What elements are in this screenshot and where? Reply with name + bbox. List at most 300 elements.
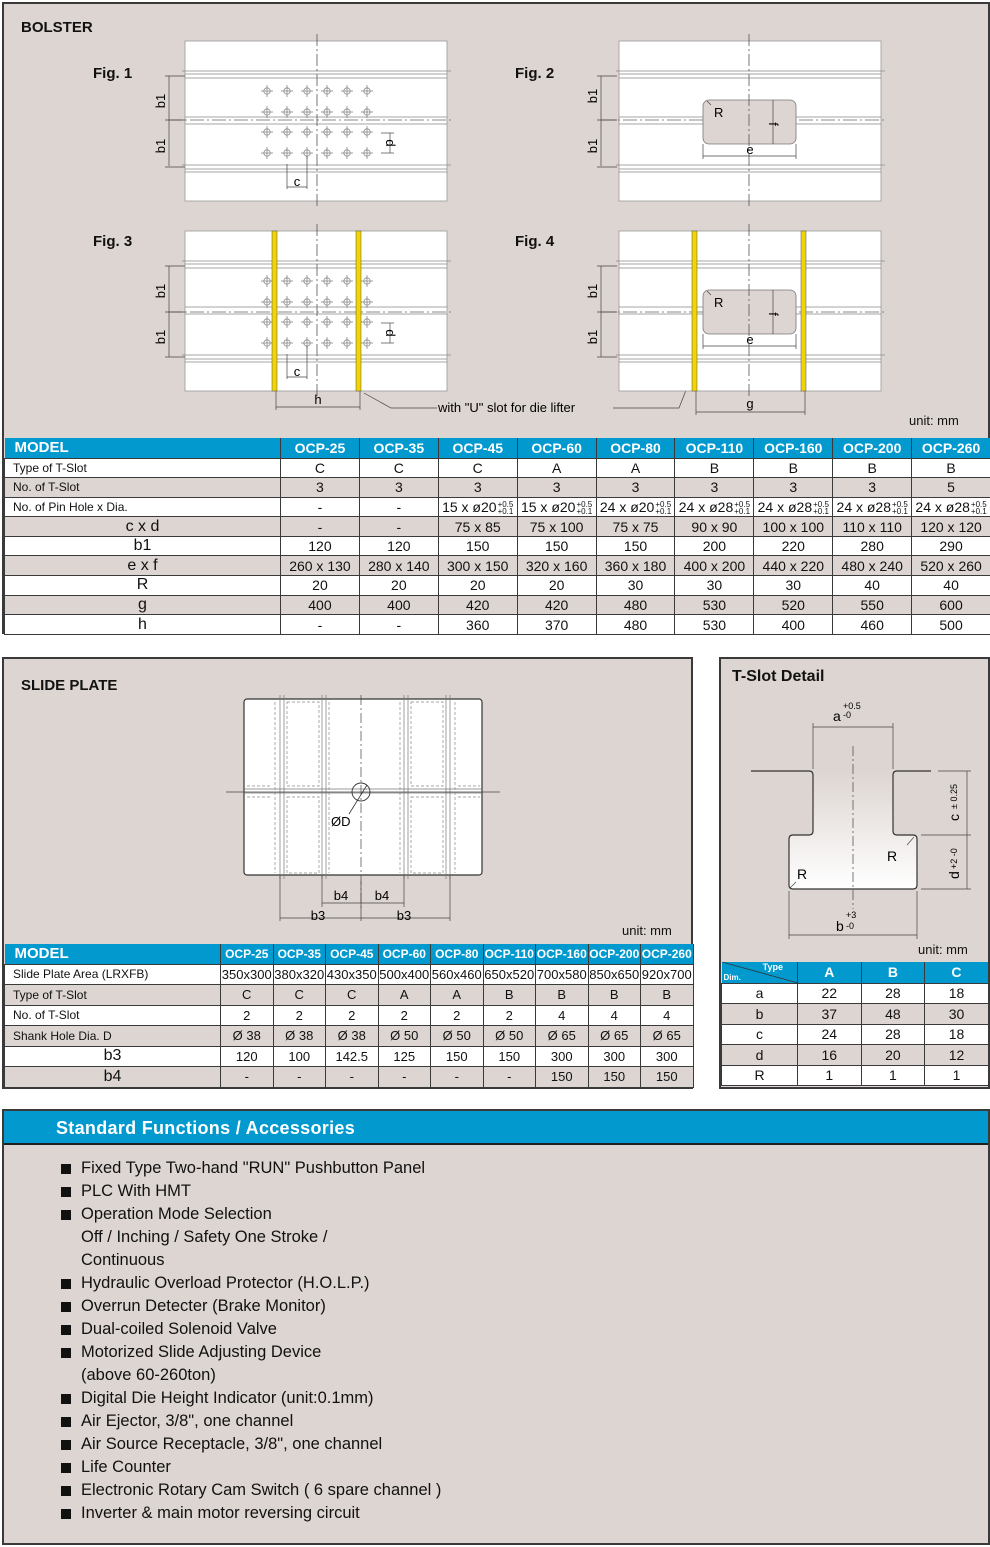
table-cell: 480: [596, 595, 675, 615]
table-cell: 850x650: [588, 964, 641, 985]
table-cell: 1: [925, 1065, 989, 1086]
table-cell: 3: [438, 478, 517, 498]
square-bullet-icon: [61, 1164, 71, 1174]
row-label: c: [722, 1024, 798, 1045]
table-cell: 2: [326, 1005, 379, 1026]
dim-e: e: [746, 142, 754, 157]
table-cell: 150: [438, 536, 517, 556]
table-cell: 500x400: [378, 964, 431, 985]
model-column-header: OCP-80: [431, 944, 484, 964]
table-cell: 24: [798, 1024, 862, 1045]
list-item-text: Fixed Type Two-hand "RUN" Pushbutton Panel: [81, 1159, 426, 1177]
table-row: [5, 458, 990, 478]
table-cell: 300: [588, 1046, 641, 1067]
table-cell: A: [431, 985, 484, 1006]
table-row: [5, 1046, 694, 1067]
tolerance: +0.5 +0.1: [655, 500, 672, 517]
table-cell: 280: [833, 536, 912, 556]
table-cell: 90 x 90: [675, 517, 754, 537]
row-label: Type of T-Slot: [5, 985, 221, 1006]
model-column-header: OCP-60: [517, 438, 596, 458]
dim-d: d: [383, 139, 398, 147]
table-cell: 530: [675, 615, 754, 635]
fig4-label: Fig. 4: [515, 233, 555, 250]
type-column-header: A: [798, 962, 862, 983]
list-item-text: Operation Mode Selection: [81, 1205, 272, 1223]
table-cell: 150: [641, 1067, 694, 1088]
standard-functions-list: [60, 1157, 441, 1525]
bolster-unit-label: unit: mm: [909, 413, 959, 428]
slide-plate-title: SLIDE PLATE: [21, 677, 118, 694]
list-item-text: Digital Die Height Indicator (unit:0.1mm): [81, 1389, 374, 1407]
table-cell: 48: [861, 1004, 925, 1025]
list-item: [60, 1387, 441, 1410]
list-item-text: Overrun Detecter (Brake Monitor): [81, 1297, 326, 1315]
die-lifter-slot: [356, 231, 361, 391]
tslot-dim-table: [721, 962, 989, 1086]
table-cell: 30: [754, 576, 833, 596]
square-bullet-icon: [61, 1440, 71, 1450]
table-cell: 75 x 75: [596, 517, 675, 537]
table-cell: 24 x ø28+0.5 +0.1: [833, 497, 912, 517]
standard-functions-title: Standard Functions / Accessories: [56, 1118, 356, 1138]
square-bullet-icon: [61, 1348, 71, 1358]
table-cell: 380x320: [273, 964, 326, 985]
dim-e: e: [746, 332, 754, 347]
table-cell: 3: [754, 478, 833, 498]
row-label: g: [5, 595, 281, 615]
model-column-header: OCP-110: [675, 438, 754, 458]
dim-b3: b3: [396, 908, 412, 923]
table-cell: 5: [912, 478, 990, 498]
die-lifter-slot: [272, 231, 277, 391]
table-cell: 16: [798, 1045, 862, 1066]
table-cell: B: [912, 458, 990, 478]
tslot-title: T-Slot Detail: [732, 668, 825, 685]
list-item-continuation: Continuous: [81, 1251, 165, 1269]
table-cell: 30: [925, 1004, 989, 1025]
list-item: [60, 1318, 441, 1341]
list-item-text: PLC With HMT: [81, 1182, 192, 1200]
model-column-header: OCP-160: [536, 944, 589, 964]
model-column-header: OCP-35: [359, 438, 438, 458]
table-cell: 360: [438, 615, 517, 635]
fig3-label: Fig. 3: [93, 233, 133, 250]
table-cell: 520: [754, 595, 833, 615]
table-cell: 480: [596, 615, 675, 635]
dim-f: f: [766, 312, 781, 316]
slide-plate-panel: [2, 657, 693, 1089]
model-column-header: OCP-110: [483, 944, 536, 964]
table-cell: 4: [641, 1005, 694, 1026]
list-item-text: Life Counter: [81, 1458, 171, 1476]
table-cell: A: [378, 985, 431, 1006]
tolerance: +0.5 +0.1: [813, 500, 829, 517]
list-item: [60, 1157, 441, 1180]
table-cell: Ø 50: [483, 1026, 536, 1047]
table-row: [5, 1067, 694, 1088]
table-row: [5, 536, 990, 556]
list-item: [60, 1410, 441, 1433]
table-cell: -: [359, 517, 438, 537]
table-cell: -: [483, 1067, 536, 1088]
table-cell: 1: [861, 1065, 925, 1086]
table-cell: -: [281, 615, 360, 635]
dim-d: d: [383, 329, 398, 337]
table-cell: B: [483, 985, 536, 1006]
table-cell: 650x520: [483, 964, 536, 985]
table-cell: 2: [431, 1005, 484, 1026]
row-label: R: [5, 576, 281, 596]
table-cell: 15 x ø20+0.5 +0.1: [517, 497, 596, 517]
die-lifter-slot: [801, 231, 806, 391]
table-row: [5, 517, 990, 537]
table-cell: 120: [221, 1046, 274, 1067]
row-label: Type of T-Slot: [5, 458, 281, 478]
table-cell: 142.5: [326, 1046, 379, 1067]
table-cell: 30: [596, 576, 675, 596]
fig2-label: Fig. 2: [515, 65, 555, 82]
table-cell: Ø 38: [326, 1026, 379, 1047]
table-cell: 530: [675, 595, 754, 615]
table-cell: B: [754, 458, 833, 478]
dim-b1: b1: [153, 283, 168, 299]
list-item-continuation: (above 60-260ton): [81, 1366, 216, 1384]
fig1-label: Fig. 1: [93, 65, 133, 82]
list-item: [60, 1341, 441, 1387]
table-cell: 40: [912, 576, 990, 596]
table-cell: -: [221, 1067, 274, 1088]
tolerance: +0.5 +0.1: [892, 500, 908, 517]
tolerance: +0.5 +0.1: [734, 500, 751, 517]
standard-functions-header: [4, 1111, 988, 1145]
slide-plate-unit-label: unit: mm: [622, 923, 672, 938]
table-cell: 100: [273, 1046, 326, 1067]
u-slot-annotation: with "U" slot for die lifter: [438, 400, 576, 415]
row-label: Shank Hole Dia. D: [5, 1026, 221, 1047]
table-cell: B: [833, 458, 912, 478]
square-bullet-icon: [61, 1325, 71, 1335]
row-label: h: [5, 615, 281, 635]
dim-b1: b1: [585, 329, 600, 345]
tolerance: +0.5 +0.1: [576, 500, 593, 517]
table-cell: 700x580: [536, 964, 589, 985]
table-cell: 480 x 240: [833, 556, 912, 576]
table-cell: 200: [675, 536, 754, 556]
model-column-header: OCP-160: [754, 438, 833, 458]
dim-R: R: [797, 866, 808, 882]
row-label: e x f: [5, 556, 281, 576]
square-bullet-icon: [61, 1509, 71, 1519]
table-cell: 460: [833, 615, 912, 635]
table-row: [5, 1026, 694, 1047]
table-cell: A: [596, 458, 675, 478]
row-label: b3: [5, 1046, 221, 1067]
list-item: [60, 1272, 441, 1295]
table-cell: 280 x 140: [359, 556, 438, 576]
dim-b4: b4: [333, 888, 349, 903]
table-cell: Ø 65: [536, 1026, 589, 1047]
svg-text:± 0.25: ± 0.25: [949, 784, 959, 809]
table-cell: 20: [281, 576, 360, 596]
table-cell: 20: [517, 576, 596, 596]
square-bullet-icon: [61, 1279, 71, 1289]
model-header: MODEL: [5, 944, 221, 964]
row-label: d: [722, 1045, 798, 1066]
table-cell: Ø 65: [641, 1026, 694, 1047]
table-row: [5, 595, 990, 615]
dim-a: a: [833, 708, 841, 724]
table-cell: 120 x 120: [912, 517, 990, 537]
table-cell: 20: [359, 576, 438, 596]
table-cell: B: [588, 985, 641, 1006]
table-row: [722, 1004, 989, 1025]
table-cell: 20: [861, 1045, 925, 1066]
table-cell: 28: [861, 1024, 925, 1045]
table-cell: 290: [912, 536, 990, 556]
table-cell: Ø 50: [378, 1026, 431, 1047]
list-item: [60, 1479, 441, 1502]
table-cell: 2: [378, 1005, 431, 1026]
standard-functions-panel: [2, 1109, 990, 1545]
svg-text:+0.5: +0.5: [843, 701, 861, 711]
svg-text:-0: -0: [843, 710, 852, 720]
model-column-header: OCP-25: [221, 944, 274, 964]
row-label: a: [722, 983, 798, 1004]
table-cell: 920x700: [641, 964, 694, 985]
list-item-text: Dual-coiled Solenoid Valve: [81, 1320, 277, 1338]
row-label: No. of T-Slot: [5, 478, 281, 498]
fig3-drawing: [153, 224, 690, 415]
table-cell: C: [221, 985, 274, 1006]
model-column-header: OCP-35: [273, 944, 326, 964]
svg-text:-0: -0: [846, 921, 855, 931]
table-cell: 12: [925, 1045, 989, 1066]
table-cell: Ø 50: [431, 1026, 484, 1047]
list-item-text: Motorized Slide Adjusting Device: [81, 1343, 322, 1361]
table-row: [5, 985, 694, 1006]
bolster-title: BOLSTER: [21, 19, 93, 36]
table-cell: C: [326, 985, 379, 1006]
table-cell: 120: [359, 536, 438, 556]
table-cell: 350x300: [221, 964, 274, 985]
model-header: MODEL: [5, 438, 281, 458]
list-item-text: Electronic Rotary Cam Switch ( 6 spare channel ): [81, 1481, 442, 1499]
table-cell: 550: [833, 595, 912, 615]
type-dim-corner-header: [722, 962, 798, 983]
type-column-header: C: [925, 962, 989, 983]
table-cell: 18: [925, 983, 989, 1004]
table-cell: -: [273, 1067, 326, 1088]
table-cell: 150: [517, 536, 596, 556]
dim-b1: b1: [153, 138, 168, 154]
table-cell: 75 x 85: [438, 517, 517, 537]
table-cell: Ø 65: [588, 1026, 641, 1047]
fig1-drawing: [153, 34, 451, 208]
table-cell: 420: [438, 595, 517, 615]
table-cell: 360 x 180: [596, 556, 675, 576]
list-item-text: Hydraulic Overload Protector (H.O.L.P.): [81, 1274, 370, 1292]
row-label: No. of Pin Hole x Dia.: [5, 497, 281, 517]
bolster-panel: [2, 2, 990, 634]
list-item-text: Air Source Receptacle, 3/8", one channel: [81, 1435, 383, 1453]
dim-c: c: [293, 364, 301, 379]
table-cell: 220: [754, 536, 833, 556]
table-cell: 110 x 110: [833, 517, 912, 537]
table-cell: 24 x ø20+0.5 +0.1: [596, 497, 675, 517]
table-cell: 150: [431, 1046, 484, 1067]
table-cell: A: [517, 458, 596, 478]
table-cell: 560x460: [431, 964, 484, 985]
table-cell: 300: [641, 1046, 694, 1067]
model-column-header: OCP-260: [912, 438, 990, 458]
list-item: [60, 1456, 441, 1479]
fig4-drawing: [585, 224, 885, 415]
table-row: [5, 478, 990, 498]
table-row: [722, 1065, 989, 1086]
square-bullet-icon: [61, 1417, 71, 1427]
list-item: [60, 1180, 441, 1203]
dim-g: g: [746, 396, 754, 411]
row-label: b1: [5, 536, 281, 556]
table-cell: 370: [517, 615, 596, 635]
corner-dim-label: Dim.: [723, 972, 741, 982]
table-cell: 420: [517, 595, 596, 615]
slide-plate-spec-table: [4, 944, 694, 1088]
table-cell: -: [281, 497, 360, 517]
row-label: b4: [5, 1067, 221, 1088]
table-cell: 440 x 220: [754, 556, 833, 576]
list-item: [60, 1433, 441, 1456]
table-cell: 3: [596, 478, 675, 498]
table-cell: 3: [359, 478, 438, 498]
table-cell: -: [326, 1067, 379, 1088]
table-cell: 150: [536, 1067, 589, 1088]
dim-diameter-D: ØD: [331, 814, 351, 829]
fig2-drawing: [585, 34, 885, 208]
dim-R: R: [887, 848, 898, 864]
table-cell: C: [359, 458, 438, 478]
model-column-header: OCP-25: [281, 438, 360, 458]
table-cell: 24 x ø28+0.5 +0.1: [754, 497, 833, 517]
table-row: [5, 556, 990, 576]
list-item-continuation: Off / Inching / Safety One Stroke /: [81, 1228, 328, 1246]
table-cell: -: [281, 517, 360, 537]
model-column-header: OCP-80: [596, 438, 675, 458]
table-cell: 150: [483, 1046, 536, 1067]
model-column-header: OCP-200: [833, 438, 912, 458]
table-row: [5, 1005, 694, 1026]
dim-f: f: [766, 122, 781, 126]
tslot-unit-label: unit: mm: [918, 942, 968, 957]
table-row: [5, 615, 990, 635]
dim-d: d: [946, 871, 962, 879]
table-cell: B: [536, 985, 589, 1006]
dim-c: c: [293, 174, 301, 189]
row-label: Slide Plate Area (LRXFB): [5, 964, 221, 985]
svg-text:+3: +3: [846, 910, 857, 920]
table-cell: 3: [675, 478, 754, 498]
table-cell: 20: [438, 576, 517, 596]
table-cell: C: [273, 985, 326, 1006]
dim-b1: b1: [153, 329, 168, 345]
square-bullet-icon: [61, 1187, 71, 1197]
bolster-spec-table: [4, 438, 990, 635]
table-cell: 430x350: [326, 964, 379, 985]
model-column-header: OCP-45: [326, 944, 379, 964]
table-cell: C: [281, 458, 360, 478]
table-cell: 4: [588, 1005, 641, 1026]
list-item: [60, 1203, 441, 1272]
tslot-panel: [719, 657, 990, 1089]
table-cell: 2: [483, 1005, 536, 1026]
square-bullet-icon: [61, 1486, 71, 1496]
table-cell: 75 x 100: [517, 517, 596, 537]
svg-text:+2 -0: +2 -0: [949, 848, 959, 869]
dim-c: c: [946, 814, 962, 821]
tolerance: +0.5 +0.1: [497, 500, 514, 517]
table-cell: B: [641, 985, 694, 1006]
table-row: [722, 1045, 989, 1066]
list-item: [60, 1502, 441, 1525]
dim-b1: b1: [585, 283, 600, 299]
table-cell: -: [359, 615, 438, 635]
type-column-header: B: [861, 962, 925, 983]
table-cell: 125: [378, 1046, 431, 1067]
bolster-figures-drawing: [4, 4, 990, 429]
model-column-header: OCP-45: [438, 438, 517, 458]
table-cell: 600: [912, 595, 990, 615]
table-cell: -: [378, 1067, 431, 1088]
table-cell: Ø 38: [273, 1026, 326, 1047]
table-cell: 24 x ø28+0.5 +0.1: [912, 497, 990, 517]
table-cell: 400: [281, 595, 360, 615]
dim-b4: b4: [374, 888, 390, 903]
dim-b1: b1: [153, 93, 168, 109]
table-cell: B: [675, 458, 754, 478]
table-cell: 2: [221, 1005, 274, 1026]
table-cell: 4: [536, 1005, 589, 1026]
die-lifter-slot: [692, 231, 697, 391]
table-row: [5, 964, 694, 985]
list-item: [60, 1295, 441, 1318]
tolerance: +0.5 +0.1: [970, 500, 987, 517]
table-cell: 320 x 160: [517, 556, 596, 576]
table-cell: 300: [536, 1046, 589, 1067]
table-row: [722, 1024, 989, 1045]
table-row: [5, 497, 990, 517]
model-column-header: OCP-60: [378, 944, 431, 964]
table-cell: 100 x 100: [754, 517, 833, 537]
row-label: No. of T-Slot: [5, 1005, 221, 1026]
table-cell: 18: [925, 1024, 989, 1045]
table-cell: 24 x ø28+0.5 +0.1: [675, 497, 754, 517]
table-cell: 3: [833, 478, 912, 498]
dim-b1: b1: [585, 138, 600, 154]
table-cell: 500: [912, 615, 990, 635]
model-column-header: OCP-260: [641, 944, 694, 964]
list-item-text: Inverter & main motor reversing circuit: [81, 1504, 360, 1522]
table-cell: 3: [281, 478, 360, 498]
corner-type-label: Type: [762, 962, 783, 972]
table-cell: 40: [833, 576, 912, 596]
table-row: [5, 576, 990, 596]
table-cell: 150: [596, 536, 675, 556]
table-cell: 300 x 150: [438, 556, 517, 576]
dim-b: b: [836, 918, 844, 934]
table-cell: 400: [754, 615, 833, 635]
table-cell: 400: [359, 595, 438, 615]
